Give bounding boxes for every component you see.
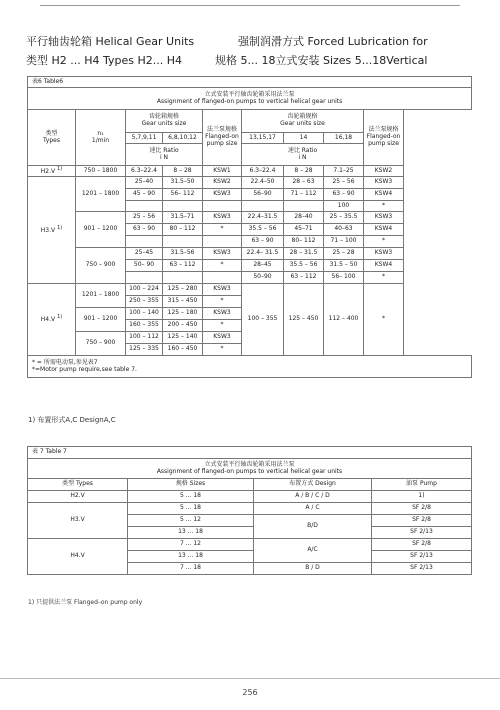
cell: KSW3 [203,248,242,260]
cell: 160 – 450 [163,344,203,356]
cell: 45–71 [284,224,324,236]
pump-en1-a: Flanged-on [205,133,239,141]
col-pump: 油泵 Pump [372,479,472,491]
cell: KSW3 [203,308,242,320]
type-h3v: H3.V $^{1)}$ [28,177,76,284]
cell: 750 – 900 [76,332,126,356]
cell: 901 – 1200 [76,212,126,248]
type-h2v: H2.V $^{1)}$ [28,166,76,177]
cell: KSW2 [203,177,242,189]
cell: 7 ... 18 [128,563,254,575]
cell [203,272,242,284]
cell: KSW3 [203,284,242,296]
table7-note: 1) 只提供法兰泵 Flanged–on pump only [28,599,143,606]
table-row [28,539,472,551]
cell: KSW4 [364,224,404,236]
cell: 13 ... 18 [128,527,254,539]
gear-size-cn-a: 齿轮箱规格 [148,113,179,121]
cell: 25–45 [126,248,163,260]
ratio-label-b: 速比 Ratio [287,146,318,154]
design-note: 1) 布置形式A,C DesignA,C [28,416,116,424]
cell [126,272,163,284]
cell: 25 – 28 [324,248,364,260]
pump-cn-b: 法兰泵规格 [368,126,399,134]
cell: * [203,260,242,272]
footnote-en: *=Motor pump require,see table 7. [32,365,137,373]
cell: 100 – 355 [242,284,284,356]
table-row [28,177,472,189]
cell: KSW3 [203,212,242,224]
cell: 63 – 90 [126,224,163,236]
spacer [404,272,472,284]
table6-title-en: Assignment of flanged-on pumps to vertical helical gear units [156,97,343,105]
col-types: 类型 Types [28,479,128,491]
gear-size-cn-b: 齿轮箱规格 [287,113,318,121]
cell: 750 – 900 [76,248,126,284]
size-b1: 13,15,17 [242,133,284,144]
spacer [404,201,472,212]
cell: 125 – 450 [284,284,324,356]
cell: SF 2/8 [372,515,472,527]
table6-label: 表6 Table6 [28,77,472,88]
cell: 56– 100 [324,272,364,284]
pump-header-a [203,110,242,166]
cell: 28–40 [284,212,324,224]
spacer [404,212,472,224]
pump-cn-a: 法兰泵规格 [206,126,237,134]
cell: * [364,272,404,284]
spacer [404,284,472,356]
cell: 31.5–71 [163,212,203,224]
table6-footnotes [28,356,472,378]
pump-en2-a: pump size [206,139,238,147]
gear-size-en-a: Gear units size [141,120,187,127]
header-line2-left: 类型 H2 ... H4 Types H2... H4 [26,54,183,67]
cell: 901 – 1200 [76,308,126,332]
cell: 112 – 400 [324,284,364,356]
cell: * [364,236,404,248]
footer-rule [0,678,500,679]
cell: 100 [324,201,364,212]
spacer [404,166,472,177]
cell: 71 – 100 [324,236,364,248]
cell: 250 – 355 [126,296,163,308]
cell: A/C [254,539,372,563]
cell: 50– 90 [126,260,163,272]
cell: KSW3 [364,248,404,260]
table-row [28,284,472,296]
size-b3: 16,18 [324,133,364,144]
cell: 6.3–22.4 [242,166,284,177]
cell: 22.4– 31.5 [242,248,284,260]
cell: 80– 112 [284,236,324,248]
header-line1-left: 平行轴齿轮箱 Helical Gear Units [26,35,195,48]
cell: SF 2/13 [372,563,472,575]
cell: 200 – 450 [163,320,203,332]
cell: B/D [254,515,372,539]
pump-en1-b: Flanged-on [366,133,401,141]
table-7 [27,446,472,575]
type-h4v: H4.V [28,539,128,575]
cell: 31.5–56 [163,248,203,260]
n1-label: n₁ [97,129,104,137]
cell: 25 – 35.5 [324,212,364,224]
header-line1-right: 强制润滑方式 Forced Lubrication for [238,35,428,48]
table-row [28,503,472,515]
top-decoration [0,0,500,12]
pump-header-b [364,110,404,166]
header-line2-right: 规格 5... 18立式安装 Sizes 5...18Vertical [215,54,428,67]
cell: KSW3 [203,332,242,344]
cell: 31.5–50 [163,177,203,189]
cell: 28–45 [242,260,284,272]
ratio-header-a [126,144,203,166]
cell: 40–63 [324,224,364,236]
cell [203,236,242,248]
cell: 80 – 112 [163,224,203,236]
cell: 160 – 355 [126,320,163,332]
cell: SF 2/13 [372,551,472,563]
table7-title-cn: 立式安装平行轴齿轮箱采用法兰泵 [204,460,295,468]
cell: * [203,344,242,356]
spacer [404,189,472,201]
pump-en2-b: pump size [368,139,399,147]
cell: 125 – 335 [126,344,163,356]
cell: 750 – 1800 [76,166,126,177]
cell: * [203,320,242,332]
types-header-en: Types [43,136,60,144]
cell: 8 – 28 [284,166,324,177]
cell: * [203,224,242,236]
cell: 6.3–22.4 [126,166,163,177]
cell [163,236,203,248]
cell: 100 – 140 [126,308,163,320]
cell: KSW4 [364,189,404,201]
cell [203,201,242,212]
cell: KSW3 [203,189,242,201]
cell: 7.1–25 [324,166,364,177]
cell: A / C [254,503,372,515]
table-6 [27,76,472,378]
ratio-label-a: 速比 Ratio [149,146,179,154]
size-a2: 6,8,10,12 [163,133,203,144]
table7-title-en: Assignment of flanged-on pumps to vertical helical gear units [156,467,343,475]
cell: 50–90 [242,272,284,284]
cell: B / D [254,563,372,575]
ratio-sym-a: i N [159,153,169,161]
gear-size-header-b [242,110,364,133]
cell: SF 2/13 [372,527,472,539]
cell: 71 – 112 [284,189,324,201]
cell [163,201,203,212]
col-design: 布置方式 Design [254,479,372,491]
spacer [404,177,472,189]
cell: SF 2/8 [372,539,472,551]
table6-title-cn: 立式安装平行轴齿轮箱采用法兰泵 [204,90,295,98]
table-row [28,248,472,260]
cell: 28 – 31.5 [284,248,324,260]
type-h3v: H3.V [28,503,128,539]
cell: 8 – 28 [163,166,203,177]
size-b2: 14 [284,133,324,144]
cell: 125 – 280 [163,284,203,296]
cell: 31.5 – 50 [324,260,364,272]
page-number: 256 [242,688,258,697]
cell: 63 – 112 [163,260,203,272]
cell: 25–40 [126,177,163,189]
cell: 22.4–31.5 [242,212,284,224]
spacer [404,236,472,248]
cell: 28 – 63 [284,177,324,189]
cell: 125 – 180 [163,308,203,320]
cell: KSW3 [364,177,404,189]
cell: 315 – 450 [163,296,203,308]
cell: * [203,296,242,308]
types-header [28,110,76,166]
table7-title [28,459,472,479]
table7-label: 表 7 Table 7 [28,447,472,459]
table6-title [28,88,472,110]
ratio-sym-b: i N [298,153,307,161]
cell: 35.5 – 56 [242,224,284,236]
cell: 35.5 – 56 [284,260,324,272]
cell [163,272,203,284]
gear-size-header-a [126,110,203,133]
cell: 1) [372,491,472,503]
top-rule [40,5,460,6]
cell: 22.4–50 [242,177,284,189]
cell: KSW1 [203,166,242,177]
cell: 5 ... 18 [128,503,254,515]
cell: 63 – 112 [284,272,324,284]
cell: 1201 – 1800 [76,284,126,308]
cell: 100 – 112 [126,332,163,344]
cell: 25 – 56 [126,212,163,224]
cell: A / B / C / D [254,491,372,503]
cell [126,236,163,248]
cell: 63 – 90 [242,236,284,248]
cell [242,201,284,212]
table-row [28,491,472,503]
cell: 7 ... 12 [128,539,254,551]
n1-unit: 1/min [91,136,110,144]
table-row [28,166,472,177]
cell: * [364,284,404,356]
cell: 63 – 90 [324,189,364,201]
cell: 45 – 90 [126,189,163,201]
col-sizes: 规格 Sizes [128,479,254,491]
cell: 125 – 140 [163,332,203,344]
spacer [404,248,472,260]
gear-size-en-b: Gear units size [280,120,325,127]
size-a1: 5,7,9,11 [126,133,163,144]
type-h4v: H4.V $^{1)}$ [28,284,76,356]
type-h2v: H2.V [28,491,128,503]
spacer [404,260,472,272]
footnote-cn: * = 所需电动泵,参见表7 [32,358,98,366]
cell: * [364,201,404,212]
cell: 100 – 224 [126,284,163,296]
cell: 25 – 56 [324,177,364,189]
cell: KSW2 [364,166,404,177]
cell: 5 ... 18 [128,491,254,503]
cell: KSW4 [364,260,404,272]
table-row [28,212,472,224]
cell: 56–90 [242,189,284,201]
spacer [404,224,472,236]
cell [126,201,163,212]
cell: SF 2/8 [372,503,472,515]
cell [284,201,324,212]
cell: 56– 112 [163,189,203,201]
n1-header [76,110,126,166]
cell: KSW3 [364,212,404,224]
cell: 5 ... 12 [128,515,254,527]
ratio-header-b [242,144,364,166]
types-header-cn: 类型 [45,129,58,137]
cell: 13 ... 18 [128,551,254,563]
cell: 1201 – 1800 [76,177,126,212]
